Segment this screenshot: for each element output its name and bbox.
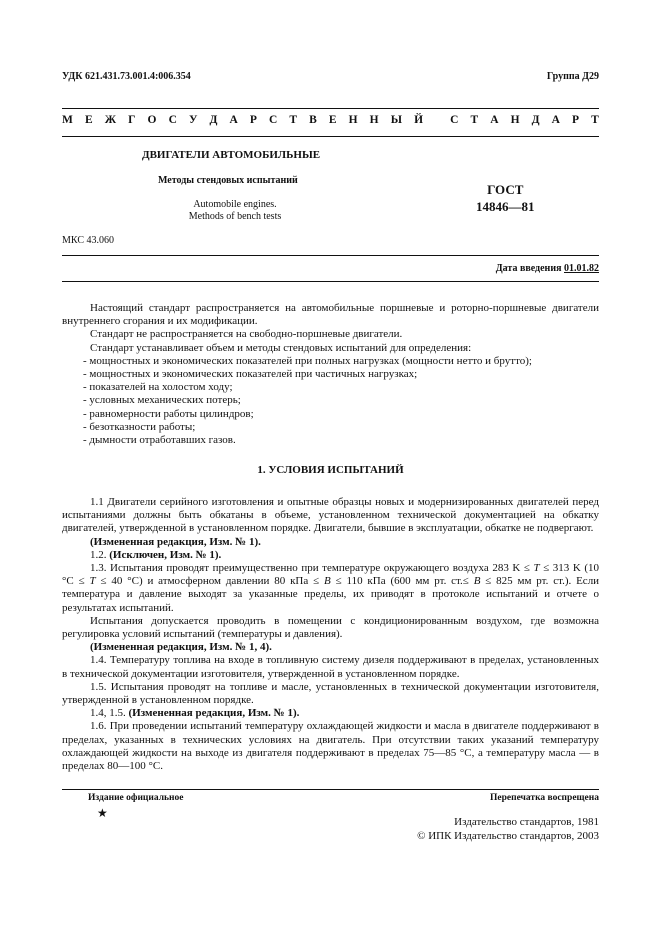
clause-1-3-part-d: ≤ 110 кПа (600 мм рт. ст.≤ (335, 575, 469, 588)
intro-block (62, 302, 599, 447)
publisher-block (417, 815, 599, 843)
gost-number: 14846—81 (476, 199, 535, 214)
heading-letter: Т (470, 114, 479, 126)
clause-1-3-part-a: 1.3. Испытания проводят преимущественно при температуре окружающего воздуха 283 K ≤ (90, 562, 530, 575)
symbol-B: B (324, 575, 331, 588)
clause-1-1: 1.1 Двигатели серийного изготовления и опытные образцы новых и модернизированных двигателей перед испытаниями должны быть обкатаны в объеме, установленном технической документацией на обкатку двигателей, утвержденной в установленном порядке. Двигатели, бывшие в эксплуатации, обкатке не подвергают. (62, 496, 599, 535)
heading-letter: Н (510, 114, 520, 126)
clause-1-3-part-c: ≤ 40 °C) и атмосферном давлении 80 кПа ≤ (100, 575, 320, 588)
publisher-line-2: © ИПК Издательство стандартов, 2003 (417, 830, 599, 842)
clause-1-4-1-5-number: 1.4, 1.5. (90, 707, 126, 720)
group-code: Группа Д29 (546, 71, 599, 82)
official-edition: Издание официальное (88, 793, 184, 803)
introduction-date-label: Дата введения (495, 263, 562, 274)
gost-label: ГОСТ (487, 182, 524, 197)
clause-1-2 (62, 549, 599, 562)
amendment-note-1: (Измененная редакция, Изм. № 1). (90, 535, 261, 548)
clause-1-4: 1.4. Температуру топлива на входе в топливную систему дизеля поддерживают в пределах, установленных в технической документации изготовителя, утвержденной в установленном порядке. (62, 654, 599, 680)
footer-rule (62, 789, 599, 790)
symbol-T: T (89, 575, 96, 588)
standard-title: ДВИГАТЕЛИ АВТОМОБИЛЬНЫЕ (142, 149, 321, 161)
list-item: - мощностных и экономических показателей при частичных нагрузках; (83, 368, 418, 381)
amendment-note-2: (Измененная редакция, Изм. № 1, 4). (90, 641, 272, 654)
heading-letter: Д (209, 114, 218, 126)
standard-subtitle: Методы стендовых испытаний (158, 175, 298, 186)
english-title-line-2: Methods of bench tests (188, 211, 282, 222)
clause-1-3 (62, 562, 599, 615)
heading-letter: Т (591, 114, 599, 126)
symbol-B: B (473, 575, 481, 588)
heading-letter: Ы (390, 114, 402, 126)
heading-letter: А (490, 114, 499, 126)
intro-paragraph-1: Настоящий стандарт распространяется на автомобильные поршневые и роторно-поршневые двигатели внутреннего сгорания и их модификации. (62, 302, 599, 328)
clause-1-2-excluded: (Исключен, Изм. № 1). (109, 548, 222, 561)
list-item: - условных механических потерь; (83, 394, 241, 407)
heading-letter: Й (414, 114, 424, 126)
reprint-prohibited: Перепечатка воспрещена (489, 793, 599, 803)
heading-letter: Н (369, 114, 379, 126)
english-title (120, 199, 350, 223)
heading-letter: Е (328, 114, 337, 126)
list-item: - безотказности работы; (83, 420, 196, 433)
heading-letter: Д (531, 114, 540, 126)
heading-rule (62, 136, 599, 137)
list-item: - дымности отработавших газов. (83, 434, 236, 447)
heading-letter: В (309, 114, 317, 126)
heading-letter: Е (84, 114, 93, 126)
heading-letter: М (62, 114, 73, 126)
intro-paragraph-2: Стандарт не распространяется на свободно-поршневые двигатели. (90, 328, 403, 341)
clause-1-4-1-5-note (62, 707, 599, 720)
section-1-body (62, 496, 599, 773)
publisher-line-1: Издательство стандартов, 1981 (454, 816, 599, 828)
english-title-line-1: Automobile engines. (193, 199, 277, 210)
udk-code: УДК 621.431.73.001.4:006.354 (62, 71, 191, 82)
heading-letter: С (450, 114, 459, 126)
heading-letter: Ж (104, 114, 117, 126)
section-1-title: 1. УСЛОВИЯ ИСПЫТАНИЙ (257, 464, 404, 476)
heading-letter: О (147, 114, 157, 126)
mks-code: МКС 43.060 (62, 235, 114, 246)
clause-1-3-part-e: ≤ 825 мм рт. ст.). Если температура и давление выходят за указанные пределы, их приводят в протоколе испытаний и отчете о результатах испытаний. (62, 575, 600, 614)
interstate-standard-heading (62, 114, 599, 126)
heading-letter (435, 114, 438, 126)
star-icon: ★ (97, 806, 108, 820)
heading-letter: С (269, 114, 278, 126)
heading-letter: Т (289, 114, 298, 126)
clause-1-6: 1.6. При проведении испытаний температуру охлаждающей жидкости и масла в двигателе поддерживают в пределах, указанных в технических условиях на двигатель. При отсутствии таких указаний температуру охлаждающей жидкости на выходе из двигателя поддерживают в пределах 75—85 °C, а температуру масла — в пределах 80—100 °C. (62, 720, 599, 773)
heading-letter: Р (249, 114, 257, 126)
heading-letter: У (188, 114, 198, 126)
clause-1-5: 1.5. Испытания проводят на топливе и масле, установленных в технической документации изготовителя, утвержденной в установленном порядке. (62, 680, 599, 707)
date-bottom-rule (62, 281, 599, 282)
heading-letter: Н (348, 114, 358, 126)
heading-letter: А (229, 114, 238, 126)
amendment-note-3: (Измененная редакция, Изм. № 1). (128, 707, 300, 720)
top-rule (62, 108, 599, 109)
heading-letter: Г (128, 114, 136, 126)
list-item: - мощностных и экономических показателей при полных нагрузках (мощности нетто и брутто); (83, 354, 532, 367)
clause-1-2-number: 1.2. (90, 548, 107, 561)
list-item: - показателей на холостом ходу; (83, 381, 233, 394)
introduction-date-value: 01.01.82 (564, 263, 599, 274)
clause-1-3-part-b: ≤ 313 K (10 °C ≤ (62, 562, 600, 588)
heading-letter: С (168, 114, 177, 126)
date-rule (62, 255, 599, 256)
symbol-T: T (533, 562, 540, 575)
heading-letter: А (551, 114, 560, 126)
heading-letter: Р (572, 114, 580, 126)
gost-designation (476, 181, 535, 215)
introduction-date (496, 263, 599, 274)
list-item: - равномерности работы цилиндров; (83, 407, 254, 420)
clause-1-3-continued: Испытания допускается проводить в помещении с кондиционированным воздухом, где возможна регулировка условий испытаний (температуры и давления). (62, 614, 599, 641)
intro-paragraph-3: Стандарт устанавливает объем и методы стендовых испытаний для определения: (90, 341, 472, 354)
